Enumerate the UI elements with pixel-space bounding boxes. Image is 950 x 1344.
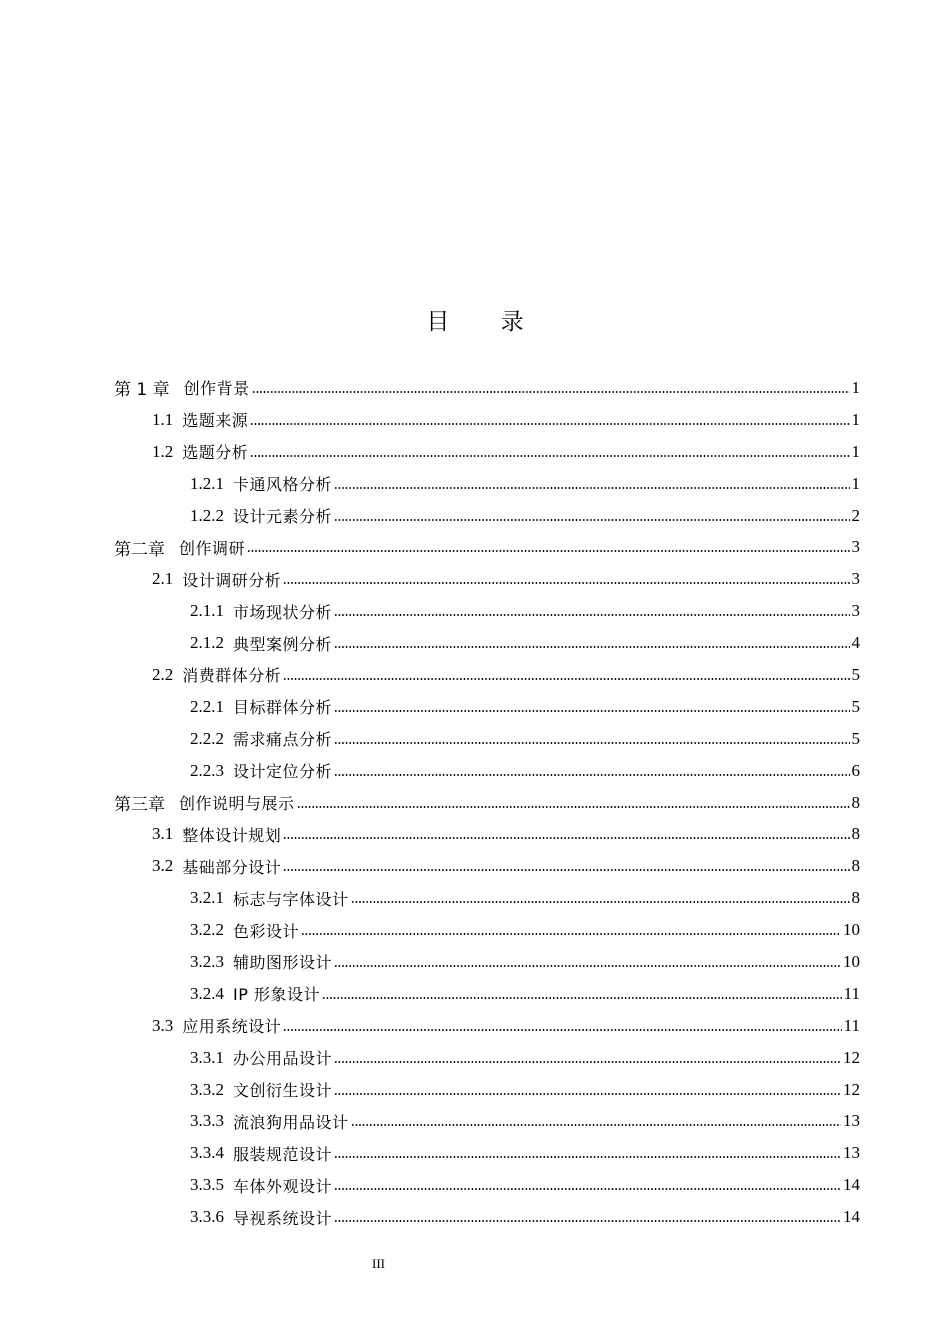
toc-dot-leader bbox=[334, 487, 849, 489]
toc-entry-label bbox=[152, 440, 248, 463]
toc-dot-leader bbox=[250, 423, 849, 425]
toc-entry-number: 2.1 bbox=[152, 569, 174, 589]
toc-entry[interactable] bbox=[0, 1010, 950, 1042]
toc-dot-leader bbox=[283, 582, 849, 584]
toc-entry-title: 办公用品设计 bbox=[233, 1049, 333, 1069]
toc-entry-label bbox=[190, 982, 320, 1005]
toc-entry-label bbox=[190, 950, 332, 973]
toc-entry-number: 1.2.1 bbox=[190, 473, 224, 493]
toc-entry[interactable] bbox=[0, 1137, 950, 1169]
toc-entry-number: 2.2.2 bbox=[190, 728, 224, 748]
toc-entry-title: 选题来源 bbox=[182, 411, 249, 431]
toc-entry-page: 5 bbox=[851, 664, 860, 684]
toc-entry-page: 13 bbox=[843, 1143, 860, 1163]
toc-dot-leader bbox=[283, 1029, 841, 1031]
toc-entry[interactable] bbox=[0, 500, 950, 532]
toc-entry-page: 1 bbox=[851, 473, 860, 493]
toc-entry-title: 辅助图形设计 bbox=[233, 953, 333, 973]
toc-entry-label bbox=[152, 855, 281, 878]
toc-dot-leader bbox=[334, 1093, 841, 1095]
toc-entry-page: 3 bbox=[851, 601, 860, 621]
toc-entry-number: 3.3.6 bbox=[190, 1207, 224, 1227]
toc-entry-number: 3.2.4 bbox=[190, 983, 224, 1003]
toc-entry[interactable] bbox=[0, 1201, 950, 1233]
toc-entry[interactable] bbox=[0, 787, 950, 819]
toc-entry-label bbox=[190, 887, 349, 910]
toc-entry-number: 2.2.1 bbox=[190, 696, 224, 716]
toc-entry[interactable] bbox=[0, 372, 950, 404]
toc-entry-title: 设计定位分析 bbox=[233, 762, 333, 782]
toc-entry-page: 10 bbox=[843, 920, 860, 940]
toc-entry-title: 选题分析 bbox=[182, 443, 249, 463]
toc-dot-leader bbox=[283, 678, 849, 680]
table-of-contents bbox=[0, 372, 950, 1233]
toc-entry-title: 流浪狗用品设计 bbox=[233, 1112, 349, 1132]
toc-entry-number: 3.1 bbox=[152, 824, 174, 844]
toc-dot-leader bbox=[351, 901, 850, 903]
toc-entry-number: 3.2.1 bbox=[190, 888, 224, 908]
toc-entry-number: 2.1.1 bbox=[190, 601, 224, 621]
toc-entry-label bbox=[190, 632, 332, 655]
toc-entry-label bbox=[190, 1078, 332, 1101]
toc-entry-number: 2.2 bbox=[152, 664, 174, 684]
toc-entry-page: 4 bbox=[851, 633, 860, 653]
toc-dot-leader bbox=[334, 965, 841, 967]
toc-entry[interactable] bbox=[0, 946, 950, 978]
toc-entry-title: 导视系统设计 bbox=[233, 1208, 333, 1228]
toc-entry-page: 6 bbox=[851, 760, 860, 780]
toc-entry-number: 第二章 bbox=[114, 539, 165, 560]
toc-entry[interactable] bbox=[0, 436, 950, 468]
toc-dot-leader bbox=[334, 646, 849, 648]
toc-entry-page: 14 bbox=[843, 1207, 860, 1227]
toc-entry-title: 市场现状分析 bbox=[233, 602, 333, 622]
page-title: 目 录 bbox=[426, 309, 546, 335]
toc-dot-leader bbox=[334, 774, 849, 776]
toc-entry-label bbox=[190, 1206, 332, 1229]
toc-entry-label bbox=[152, 408, 248, 431]
toc-entry[interactable] bbox=[0, 755, 950, 787]
toc-entry-label bbox=[190, 919, 299, 942]
toc-entry-number: 3.3.5 bbox=[190, 1175, 224, 1195]
toc-entry-page: 10 bbox=[843, 951, 860, 971]
toc-entry-page: 5 bbox=[851, 696, 860, 716]
toc-entry-page: 8 bbox=[851, 824, 860, 844]
toc-entry-page: 14 bbox=[843, 1175, 860, 1195]
toc-dot-leader bbox=[334, 1220, 841, 1222]
toc-entry-label bbox=[152, 823, 281, 846]
toc-dot-leader bbox=[301, 933, 841, 935]
toc-entry-number: 3.2.3 bbox=[190, 951, 224, 971]
toc-entry-number: 1.2 bbox=[152, 441, 174, 461]
toc-entry[interactable] bbox=[0, 1042, 950, 1074]
toc-entry[interactable] bbox=[0, 468, 950, 500]
toc-entry-title: 典型案例分析 bbox=[233, 634, 333, 654]
toc-dot-leader bbox=[250, 455, 849, 457]
toc-entry-label bbox=[190, 600, 332, 623]
toc-entry-number: 3.3.3 bbox=[190, 1111, 224, 1131]
toc-entry-title: 基础部分设计 bbox=[182, 857, 282, 877]
toc-entry[interactable] bbox=[0, 627, 950, 659]
toc-entry-title: IP 形象设计 bbox=[233, 985, 320, 1005]
toc-entry-title: 设计调研分析 bbox=[182, 570, 282, 590]
toc-entry-page: 8 bbox=[851, 792, 860, 812]
toc-entry-number: 2.2.3 bbox=[190, 760, 224, 780]
toc-entry-label bbox=[152, 568, 281, 591]
toc-entry[interactable] bbox=[0, 1074, 950, 1106]
toc-entry-page: 8 bbox=[851, 888, 860, 908]
toc-entry-title: 需求痛点分析 bbox=[233, 730, 333, 750]
toc-entry-title: 创作调研 bbox=[179, 538, 246, 558]
toc-entry-page: 1 bbox=[851, 409, 860, 429]
toc-entry-page: 11 bbox=[843, 1015, 860, 1035]
toc-entry-number: 第三章 bbox=[114, 795, 165, 816]
toc-entry-page: 5 bbox=[851, 728, 860, 748]
toc-entry-label bbox=[190, 695, 332, 718]
toc-entry-page: 1 bbox=[851, 377, 860, 397]
toc-entry-number: 3.2 bbox=[152, 856, 174, 876]
toc-entry[interactable] bbox=[0, 914, 950, 946]
toc-dot-leader bbox=[334, 1061, 841, 1063]
toc-entry-title: 应用系统设计 bbox=[182, 1017, 282, 1037]
toc-entry-label bbox=[152, 663, 281, 686]
toc-entry-number: 3.3 bbox=[152, 1015, 174, 1035]
toc-entry-page: 11 bbox=[843, 983, 860, 1003]
toc-entry-page: 1 bbox=[851, 441, 860, 461]
toc-dot-leader bbox=[334, 1188, 841, 1190]
toc-entry-title: 标志与字体设计 bbox=[233, 889, 349, 909]
toc-entry-page: 13 bbox=[843, 1111, 860, 1131]
toc-entry-number: 2.1.2 bbox=[190, 633, 224, 653]
toc-entry-page: 8 bbox=[851, 856, 860, 876]
toc-dot-leader bbox=[297, 806, 850, 808]
toc-entry-title: 创作背景 bbox=[183, 379, 250, 399]
toc-entry-label bbox=[190, 759, 332, 782]
toc-entry[interactable] bbox=[0, 978, 950, 1010]
toc-entry-page: 12 bbox=[843, 1047, 860, 1067]
toc-entry[interactable] bbox=[0, 1105, 950, 1137]
toc-entry-label bbox=[114, 790, 295, 815]
toc-dot-leader bbox=[334, 1156, 841, 1158]
toc-entry[interactable] bbox=[0, 882, 950, 914]
toc-entry-title: 创作说明与展示 bbox=[179, 794, 295, 814]
toc-entry-label bbox=[114, 535, 245, 560]
toc-entry-title: 整体设计规划 bbox=[182, 825, 282, 845]
toc-entry-number: 3.3.1 bbox=[190, 1047, 224, 1067]
toc-entry-label bbox=[190, 1142, 332, 1165]
toc-entry-title: 消费群体分析 bbox=[182, 666, 282, 686]
toc-dot-leader bbox=[334, 519, 849, 521]
toc-entry[interactable] bbox=[0, 404, 950, 436]
toc-dot-leader bbox=[283, 837, 849, 839]
toc-entry-label bbox=[152, 1014, 281, 1037]
toc-dot-leader bbox=[334, 742, 849, 744]
toc-dot-leader bbox=[252, 391, 850, 393]
toc-entry-number: 3.3.4 bbox=[190, 1143, 224, 1163]
toc-dot-leader bbox=[247, 550, 849, 552]
toc-entry-title: 卡通风格分析 bbox=[233, 475, 333, 495]
footer-page-number: III bbox=[372, 1256, 385, 1271]
toc-entry-page: 12 bbox=[843, 1079, 860, 1099]
toc-entry-title: 目标群体分析 bbox=[233, 698, 333, 718]
toc-entry-page: 3 bbox=[851, 569, 860, 589]
toc-entry-page: 2 bbox=[851, 505, 860, 525]
toc-dot-leader bbox=[351, 1124, 841, 1126]
toc-entry-label bbox=[190, 472, 332, 495]
toc-dot-leader bbox=[322, 997, 842, 999]
toc-dot-leader bbox=[283, 869, 849, 871]
toc-entry-title: 色彩设计 bbox=[233, 921, 300, 941]
toc-entry-label bbox=[190, 1046, 332, 1069]
toc-entry-title: 文创衍生设计 bbox=[233, 1081, 333, 1101]
toc-entry-number: 3.2.2 bbox=[190, 920, 224, 940]
toc-entry-label bbox=[114, 375, 250, 400]
toc-entry[interactable] bbox=[0, 723, 950, 755]
toc-entry[interactable] bbox=[0, 563, 950, 595]
toc-entry[interactable] bbox=[0, 1169, 950, 1201]
toc-entry-number: 3.3.2 bbox=[190, 1079, 224, 1099]
toc-dot-leader bbox=[334, 710, 849, 712]
toc-entry-label bbox=[190, 1110, 349, 1133]
toc-entry-number: 1.1 bbox=[152, 409, 174, 429]
toc-entry-title: 设计元素分析 bbox=[233, 507, 333, 526]
toc-entry-page: 3 bbox=[851, 537, 860, 557]
toc-entry[interactable] bbox=[0, 850, 950, 882]
toc-entry[interactable] bbox=[0, 595, 950, 627]
toc-entry-label bbox=[190, 727, 332, 750]
toc-entry-title: 服装规范设计 bbox=[233, 1144, 333, 1164]
toc-entry-number: 1.2.2 bbox=[190, 505, 224, 525]
toc-entry[interactable] bbox=[0, 691, 950, 723]
toc-entry-number: 第 1 章 bbox=[114, 380, 170, 401]
toc-dot-leader bbox=[334, 614, 849, 616]
toc-entry-title: 车体外观设计 bbox=[233, 1176, 333, 1196]
toc-entry[interactable] bbox=[0, 659, 950, 691]
toc-entry-label bbox=[190, 504, 332, 527]
toc-entry-label bbox=[190, 1174, 332, 1197]
toc-entry[interactable] bbox=[0, 818, 950, 850]
toc-entry[interactable] bbox=[0, 531, 950, 563]
